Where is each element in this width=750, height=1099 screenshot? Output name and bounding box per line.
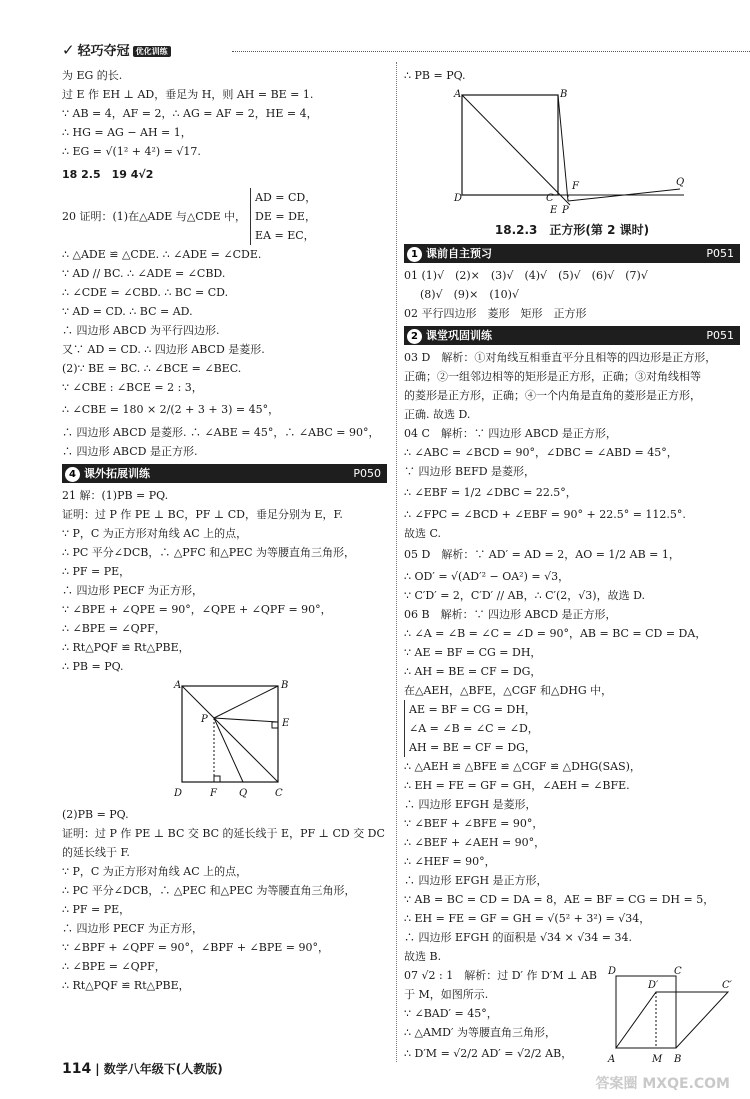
text-line: ∴ ∠CDE = ∠CBD. ∴ BC = CD. (62, 286, 229, 299)
text-line: ∴ Rt△PQF ≌ Rt△PBE， (62, 979, 190, 992)
brace-line: AD = CD， (255, 191, 317, 204)
text-line: (2)PB = PQ. (62, 808, 129, 821)
svg-text:M: M (652, 1054, 663, 1065)
q06-brace-block (404, 700, 740, 757)
section-page: P051 (706, 247, 734, 260)
text-line: ∴ ∠EBF = 1/2 ∠DBC = 22.5°， (404, 486, 577, 499)
svg-text:P: P (562, 205, 569, 215)
section-bar-consolidation (404, 326, 740, 345)
left-column (62, 66, 387, 995)
q07-block (404, 966, 740, 1066)
text-line: ∵ ∠BPF + ∠QPF = 90°，∠BPF + ∠BPE = 90°， (62, 941, 329, 954)
text-line: ∴ 四边形 EFGH 是正方形， (404, 874, 548, 887)
page-header (62, 40, 742, 62)
brace-line: ∠A = ∠B = ∠C = ∠D， (409, 722, 539, 735)
text-line: 05 D 解析：∵ AD′ = AD = 2，AO = 1/2 AB = 1， (404, 548, 680, 561)
text-line: ∴ ∠BPE = ∠QPF， (62, 622, 166, 635)
brace-line: AH = BE = CF = DG， (409, 741, 536, 754)
text-line: ∴ PC 平分∠DCB，∴ △PFC 和△PEC 为等腰直角三角形， (62, 546, 356, 559)
section-title: 课外拓展训练 (84, 467, 150, 480)
logo-mark-icon: ✓ (62, 41, 75, 59)
text-line: ∴ ∠BEF + ∠AEH = 90°， (404, 836, 546, 849)
svg-text:F: F (572, 181, 579, 192)
text-line: ∴ Rt△PQF ≌ Rt△PBE， (62, 641, 190, 654)
right-column (404, 66, 740, 1066)
text-line: 正确；②一组邻边相等的矩形是正方形，正确；③对角线相等 (404, 370, 701, 383)
svg-text:C: C (275, 788, 283, 799)
text-line: ∴ △ADE ≌ △CDE. ∴ ∠ADE = ∠CDE. (62, 248, 262, 261)
text-line: ∵ ∠BAD′ = 45°， (404, 1007, 498, 1020)
text-line: 的延长线于 F. (62, 846, 130, 859)
svg-text:B: B (674, 1054, 682, 1065)
text-line: ∴ 四边形 PECF 为正方形， (62, 922, 203, 935)
svg-text:B: B (560, 89, 568, 100)
text-line: 04 C 解析：∵ 四边形 ABCD 是正方形， (404, 427, 617, 440)
section-number: 2 (407, 329, 422, 344)
text-line: ∵ AB = BC = CD = DA = 8，AE = BF = CG = DH = 5， (404, 893, 715, 906)
text-line: 又∵ AD = CD. ∴ 四边形 ABCD 是菱形. (62, 343, 265, 356)
section-title: 课前自主预习 (426, 247, 492, 260)
text-line: ∴ 四边形 EFGH 的面积是 √34 × √34 = 34. (404, 931, 632, 944)
text-line: ∴ ∠ABC = ∠BCD = 90°，∠DBC = ∠ABD = 45°， (404, 446, 678, 459)
svg-text:E: E (282, 718, 290, 729)
text-line: ∴ 四边形 ABCD 为平行四边形. (62, 324, 220, 337)
book-title: 数学八年级下(人教版) (103, 1062, 223, 1076)
text-line: 过 E 作 EH ⊥ AD，垂足为 H，则 AH = BE = 1. (62, 88, 314, 101)
answer-02: 02 平行四边形 菱形 矩形 正方形 (404, 307, 587, 320)
brace-line: DE = DE， (255, 210, 316, 223)
text-line: ∵ P，C 为正方形对角线 AC 上的点， (62, 865, 248, 878)
text-line: ∴ 四边形 PECF 为正方形， (62, 584, 203, 597)
text-line: ∵ AB = 4，AF = 2，∴ AG = AF = 2，HE = 4， (62, 107, 318, 120)
text-line: ∴ EH = FE = GF = GH，∠AEH = ∠BFE. (404, 779, 630, 792)
section-number: 1 (407, 247, 422, 262)
text-line: ∴ ∠CBE = 180 × 2/(2 + 3 + 3) = 45°， (62, 403, 280, 416)
page-number: 114 (62, 1061, 92, 1077)
text-line: ∵ ∠BEF + ∠BFE = 90°， (404, 817, 544, 830)
text-line: ∴ HG = AG − AH = 1， (62, 126, 192, 139)
q20-block (62, 188, 387, 245)
page-footer: 114 | 数学八年级下(人教版) (62, 1061, 223, 1077)
svg-text:Q: Q (676, 177, 685, 188)
q07-text (404, 966, 609, 1066)
watermark: 答案圈 MXQE.COM (595, 1076, 730, 1092)
text-line: 21 解：(1)PB = PQ. (62, 489, 169, 502)
text-line: 03 D 解析：①对角线互相垂直平分且相等的四边形是正方形， (404, 351, 717, 364)
svg-text:D: D (608, 966, 617, 977)
text-line: 故选 B. (404, 950, 442, 963)
text-line: ∴ △AMD′ 为等腰直角三角形， (404, 1026, 556, 1039)
brand-name: 轻巧夺冠 (77, 44, 130, 59)
answer-18-19: 18 2.5 19 4√2 (62, 168, 154, 181)
column-divider (396, 62, 397, 1062)
section-page: P051 (706, 329, 734, 342)
svg-text:D: D (454, 193, 463, 204)
figure-square-q21-2 (404, 87, 740, 215)
text-line: ∴ ∠BPE = ∠QPF， (62, 960, 166, 973)
text-line: 证明：过 P 作 PE ⊥ BC，PF ⊥ CD，垂足分别为 E，F. (62, 508, 343, 521)
text-line: ∵ C′D′ = 2，C′D′ // AB，∴ C′(2，√3)，故选 D. (404, 589, 646, 602)
svg-text:C: C (546, 193, 554, 204)
text-line: ∴ D′M = √2/2 AD′ = √2/2 AB， (404, 1047, 573, 1060)
text-line: 07 √2 : 1 解析：过 D′ 作 D′M ⊥ AB (404, 969, 597, 982)
text-line: ∴ 四边形 ABCD 是正方形. (62, 445, 198, 458)
svg-text:F: F (210, 788, 217, 799)
text-line: ∴ ∠A = ∠B = ∠C = ∠D = 90°，AB = BC = CD = DA， (404, 627, 707, 640)
text-line: 为 EG 的长. (62, 69, 123, 82)
text-line: 的菱形是正方形，正确；④一个内角是直角的菱形是正方形， (404, 389, 701, 402)
svg-text:E: E (550, 205, 558, 215)
header-rule (232, 51, 750, 52)
brace-line: AE = BF = CG = DH， (409, 703, 536, 716)
svg-text:A: A (174, 680, 182, 691)
text-line: ∵ AD // BC. ∴ ∠ADE = ∠CBD. (62, 267, 226, 280)
section-bar-preview (404, 244, 740, 263)
brand-logo (62, 40, 171, 59)
text-line: ∴ EG = √(1² + 4²) = √17. (62, 145, 201, 158)
svg-text:C: C (674, 966, 682, 977)
section-bar-extension (62, 464, 387, 483)
figure-parallelogram-q07 (604, 962, 740, 1066)
section-page: P050 (353, 467, 381, 480)
text-line: 在△AEH，△BFE，△CGF 和△DHG 中， (404, 684, 613, 697)
text-line: ∴ AH = BE = CF = DG， (404, 665, 542, 678)
svg-text:C′: C′ (722, 980, 732, 991)
text-line: ∴ PC 平分∠DCB，∴ △PEC 和△PEC 为等腰直角三角形， (62, 884, 356, 897)
svg-text:A: A (454, 89, 462, 100)
lesson-title: 18.2.3 正方形(第 2 课时) (494, 223, 650, 237)
svg-text:D: D (174, 788, 183, 799)
text-line: ∴ ∠HEF = 90°， (404, 855, 496, 868)
svg-text:P: P (201, 714, 208, 725)
text-line: ∵ AD = CD. ∴ BC = AD. (62, 305, 193, 318)
text-line: ∵ AE = BF = CG = DH， (404, 646, 542, 659)
q20-prefix: 20 证明：(1)在△ADE 与△CDE 中， (62, 210, 247, 223)
brand-tag: 优化训练 (133, 46, 171, 57)
svg-text:Q: Q (239, 788, 248, 799)
text-line: 正确. 故选 D. (404, 408, 471, 421)
text-line: ∵ ∠BPE + ∠QPE = 90°，∠QPE + ∠QPF = 90°， (62, 603, 332, 616)
text-line: ∴ PF = PE， (62, 903, 131, 916)
svg-text:A: A (608, 1054, 616, 1065)
section-title: 课堂巩固训练 (426, 329, 492, 342)
text-line: ∴ △AEH ≌ △BFE ≌ △CGF ≌ △DHG(SAS)， (404, 760, 641, 773)
text-line: 故选 C. (404, 527, 442, 540)
text-line: ∴ PB = PQ. (62, 660, 124, 673)
answer-01: 01 (1)√ (2)× (3)√ (4)√ (5)√ (6)√ (7)√ (404, 269, 648, 282)
text-line: ∴ PB = PQ. (404, 69, 466, 82)
brace-line: EA = EC， (255, 229, 315, 242)
text-line: ∵ ∠CBE : ∠BCE = 2 : 3， (62, 381, 203, 394)
text-line: ∴ PF = PE， (62, 565, 131, 578)
q06-brace (404, 700, 539, 757)
text-line: ∴ OD′ = √(AD′² − OA²) = √3， (404, 570, 570, 583)
svg-text:D′: D′ (648, 980, 659, 991)
text-line: ∵ 四边形 BEFD 是菱形， (404, 465, 536, 478)
text-line: ∴ EH = FE = GF = GH = √(5² + 3²) = √34， (404, 912, 651, 925)
text-line: (2)∵ BE = BC. ∴ ∠BCE = ∠BEC. (62, 362, 242, 375)
text-line: ∴ 四边形 EFGH 是菱形， (404, 798, 537, 811)
section-number: 4 (65, 467, 80, 482)
text-line: ∴ ∠FPC = ∠BCD + ∠EBF = 90° + 22.5° = 112.5°. (404, 508, 686, 521)
answer-01b: (8)√ (9)× (10)√ (420, 288, 519, 301)
svg-text:B: B (281, 680, 289, 691)
figure-square-q21 (62, 678, 387, 803)
text-line: ∴ 四边形 ABCD 是菱形. ∴ ∠ABE = 45°，∴ ∠ABC = 90°， (62, 426, 380, 439)
text-line: ∵ P，C 为正方形对角线 AC 上的点， (62, 527, 248, 540)
text-line: 于 M，如图所示. (404, 988, 489, 1001)
text-line: 证明：过 P 作 PE ⊥ BC 交 BC 的延长线于 E，PF ⊥ CD 交 DC (62, 827, 385, 840)
text-line: 06 B 解析：∵ 四边形 ABCD 是正方形， (404, 608, 617, 621)
q20-brace (250, 188, 316, 245)
